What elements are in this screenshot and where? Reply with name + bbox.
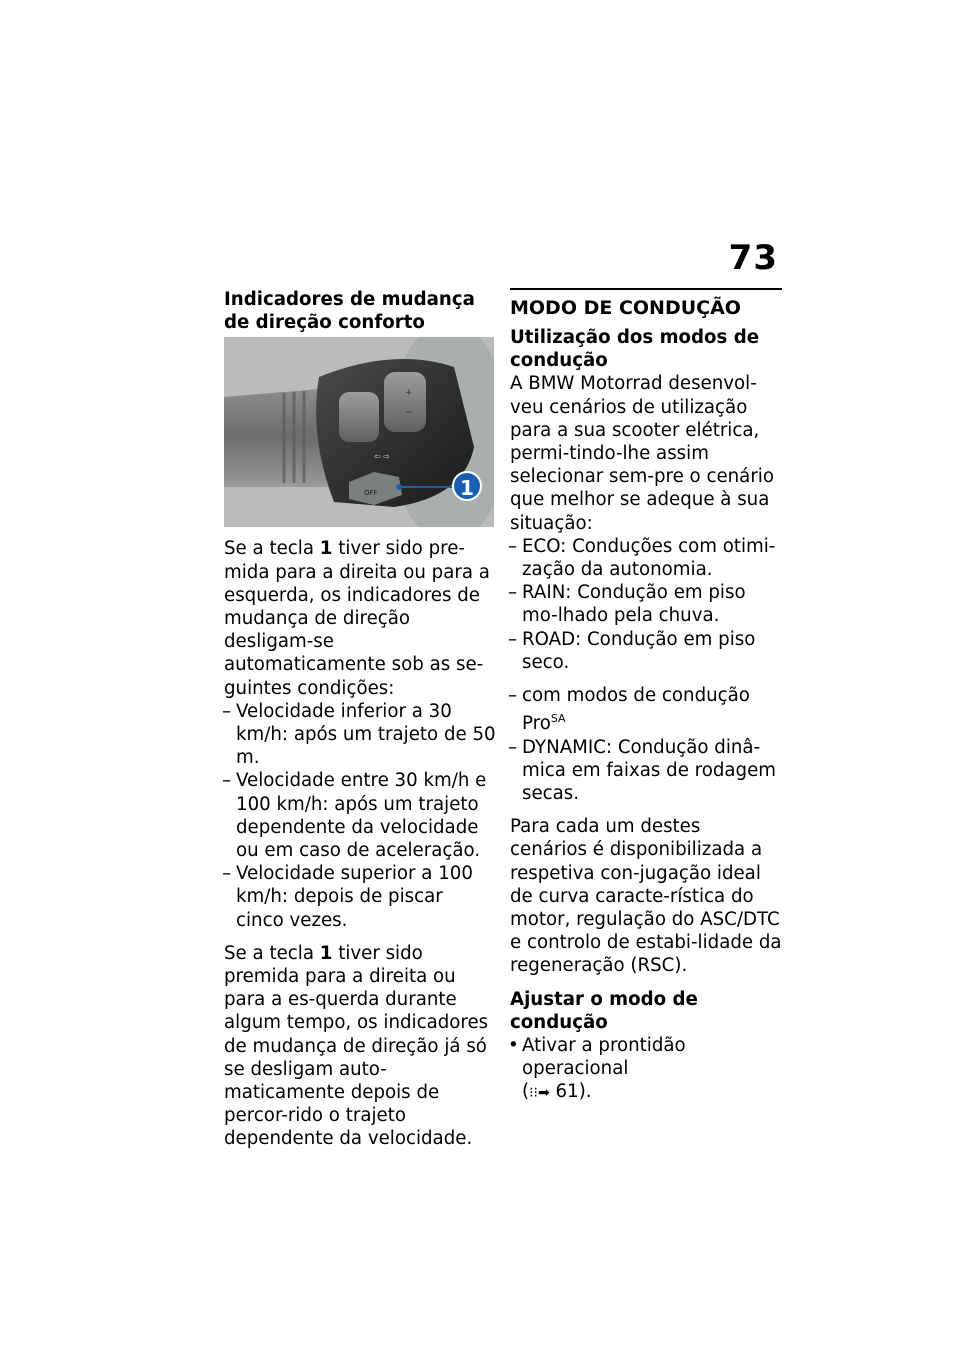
svg-text:⇦ ⇨: ⇦ ⇨ [374, 452, 390, 462]
svg-text:OFF: OFF [364, 489, 378, 498]
speed-condition-list [224, 700, 496, 932]
riding-modes-intro: A BMW Motorrad desenvol-veu cenários de utilização para a sua scooter elétrica, permi-tindo-lhe assim selecionar sem-pre o cenário que melhor se adeque à sua situação: [510, 373, 774, 534]
subheading-adjust-riding-mode: Ajustar o modo de condução [510, 988, 698, 1033]
left-column [224, 288, 496, 1151]
list-item: – ECO: Conduções com otimi-zação da autonomia. [508, 535, 776, 581]
handlebar-switch-illustration [224, 337, 494, 527]
adjust-steps-list [510, 1034, 782, 1106]
pro-mode-list [510, 684, 782, 805]
right-column [510, 288, 782, 1106]
riding-mode-list [510, 535, 782, 674]
list-item: – ROAD: Condução em piso seco. [508, 628, 756, 673]
heading-comfort-indicators: Indicadores de mudança de direção conforto [224, 289, 475, 334]
comfort-paragraph-2: Se a tecla 1 tiver sido premida para a direita ou para a es-querda durante algum tempo, os indicadores de mudança de direção já só se desligam auto-maticamente depois de percor-rido o trajeto dependente da velocidade. [224, 942, 489, 1150]
list-item: • Ativar a prontidão operacional (⁝⁝➡ 61). [508, 1034, 686, 1103]
sa-superscript: SA [550, 712, 566, 726]
subheading-using-riding-modes: Utilização dos modos de condução [510, 327, 760, 372]
callout-1: 1 [452, 471, 482, 501]
comfort-paragraph-1: Se a tecla 1 tiver sido pre-mida para a direita ou para a esquerda, os indicadores de mudança de direção desligam-se automaticamente sob as se-guintes condições: [224, 538, 490, 699]
page-reference[interactable]: 61). [555, 1081, 592, 1103]
list-item: – RAIN: Condução em piso mo-lhado pela chuva. [508, 582, 746, 627]
list-item: – Velocidade entre 30 km/h e 100 km/h: após um trajeto dependente da velocidade ou em caso de aceleração. [222, 770, 487, 862]
section-title-riding-mode: MODO DE CONDUÇÃO [510, 288, 782, 320]
list-item: – DYNAMIC: Condução dinâ-mica em faixas de rodagem secas. [508, 736, 777, 804]
handlebar-switch-photo [224, 337, 494, 527]
list-item: – com modos de condução Pro$^{SA}$ [508, 685, 750, 735]
riding-modes-paragraph-2: Para cada um destes cenários é disponibilizada a respetiva con-jugação ideal de curva caracte-rística do motor, regulação do ASC/DTC e controlo de estabi-lidade da regeneração (RSC). [510, 816, 782, 977]
svg-text:−: − [405, 408, 413, 419]
list-item: – Velocidade inferior a 30 km/h: após um trajeto de 50 m. [222, 700, 496, 769]
svg-text:+: + [405, 388, 413, 399]
list-item: – Velocidade superior a 100 km/h: depois de piscar cinco vezes. [222, 863, 473, 931]
page-reference-arrow-icon: ⁝⁝➡ [529, 1085, 550, 1102]
page-number: 73 [728, 238, 778, 278]
